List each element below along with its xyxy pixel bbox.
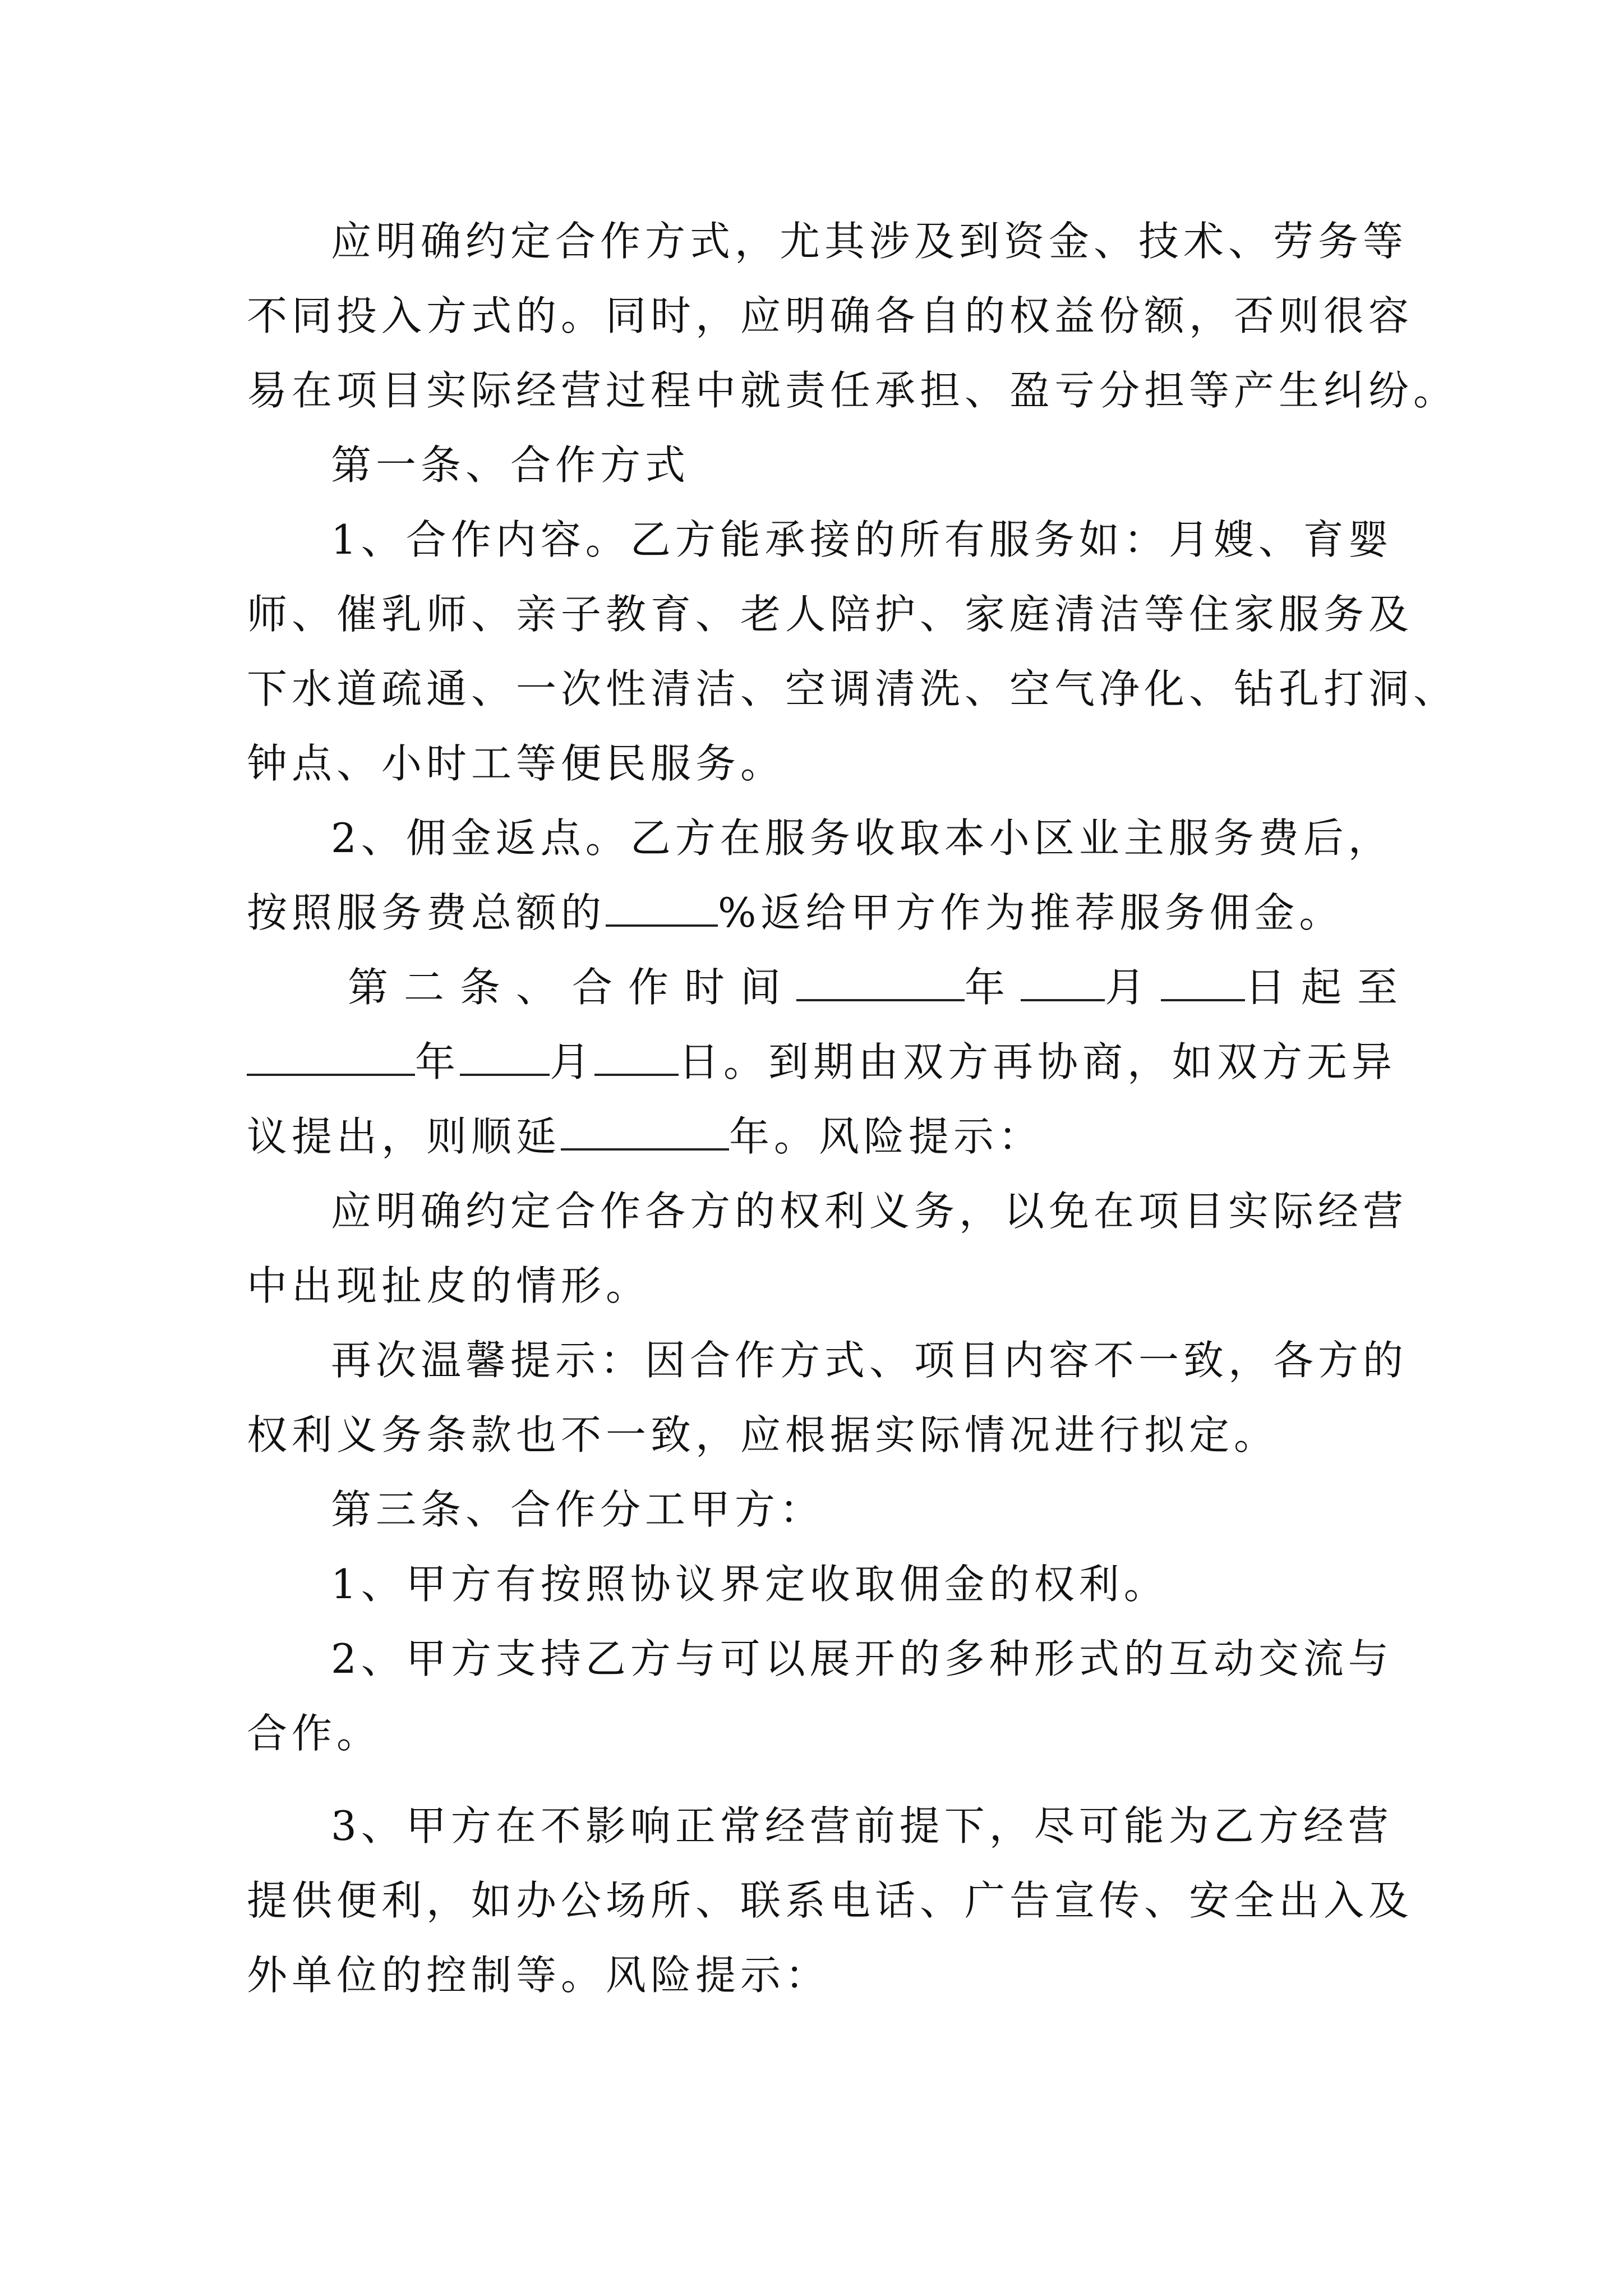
- text-run: 日起至: [1245, 964, 1414, 1011]
- section-heading: [348, 956, 1537, 1018]
- text-run: 第三条、合作分工甲方：: [331, 1486, 825, 1533]
- text-run: 年: [965, 964, 1021, 1011]
- paragraph-line: [331, 210, 1520, 272]
- paragraph-line: [247, 1106, 1436, 1167]
- section-heading: [331, 1479, 1520, 1540]
- blank-underline: [606, 891, 718, 927]
- paragraph-line: [247, 733, 1436, 794]
- text-run: 下水道疏通、一次性清洁、空调清洗、空气净化、钻孔打洞、: [247, 665, 1459, 712]
- text-run: 第二条、合作时间: [348, 964, 797, 1011]
- text-run: 再次温馨提示：因合作方式、项目内容不一致，各方的: [331, 1337, 1408, 1384]
- text-run: 易在项目实际经营过程中就责任承担、盈亏分担等产生纠纷。: [247, 367, 1459, 414]
- paragraph-line: [247, 1404, 1436, 1466]
- text-run: 月: [550, 1038, 595, 1085]
- paragraph-line: [331, 1628, 1520, 1690]
- paragraph-line: [331, 1553, 1520, 1615]
- blank-underline: [561, 1115, 729, 1151]
- paragraph-line: [331, 1180, 1520, 1242]
- text-run: 年: [415, 1038, 460, 1085]
- text-run: 按照服务费总额的: [247, 889, 606, 936]
- paragraph-line: [247, 882, 1436, 944]
- text-run: 外单位的控制等。风险提示：: [247, 1952, 831, 1999]
- text-run: 提供便利，如办公场所、联系电话、广告宣传、安全出入及: [247, 1877, 1414, 1924]
- text-run: 不同投入方式的。同时，应明确各自的权益份额，否则很容: [247, 292, 1414, 339]
- paragraph-line: [247, 1703, 1436, 1764]
- text-run: 钟点、小时工等便民服务。: [247, 740, 786, 787]
- text-run: 应明确约定合作各方的权利义务，以免在项目实际经营: [331, 1188, 1408, 1235]
- paragraph-line: [247, 1255, 1436, 1317]
- blank-underline: [460, 1040, 550, 1076]
- blank-underline: [1161, 965, 1245, 1001]
- paragraph-line: [247, 1870, 1436, 1931]
- blank-underline: [796, 965, 965, 1001]
- text-run: 日。到期由双方再协商，如双方无异: [679, 1038, 1397, 1085]
- text-run: 月: [1105, 964, 1161, 1011]
- paragraph-line: [247, 583, 1436, 645]
- text-run: 年。风险提示：: [729, 1113, 1044, 1160]
- paragraph-line: [331, 1329, 1520, 1391]
- paragraph-line: [247, 360, 1459, 421]
- text-run: 应明确约定合作方式，尤其涉及到资金、技术、劳务等: [331, 218, 1408, 265]
- text-run: %返给甲方作为推荐服务佣金。: [718, 889, 1344, 936]
- section-heading: [331, 434, 1520, 496]
- paragraph-line: [247, 1031, 1436, 1093]
- paragraph-line: [331, 807, 1520, 869]
- paragraph-line: [331, 509, 1520, 570]
- text-run: 议提出，则顺延: [247, 1113, 561, 1160]
- paragraph-line: [247, 1944, 1436, 2006]
- paragraph-line: [331, 1795, 1520, 1857]
- text-run: 合作。: [247, 1710, 382, 1757]
- paragraph-line: [247, 285, 1436, 347]
- text-run: 权利义务条款也不一致，应根据实际情况进行拟定。: [247, 1411, 1279, 1458]
- paragraph-line: [247, 658, 1459, 720]
- text-run: 1、合作内容。乙方能承接的所有服务如：月嫂、育婴: [331, 516, 1393, 563]
- text-run: 师、催乳师、亲子教育、老人陪护、家庭清洁等住家服务及: [247, 591, 1414, 638]
- text-run: 中出现扯皮的情形。: [247, 1262, 651, 1309]
- blank-underline: [1021, 965, 1105, 1001]
- blank-underline: [247, 1040, 415, 1076]
- text-run: 1、甲方有按照协议界定收取佣金的权利。: [331, 1561, 1169, 1608]
- text-run: 2、佣金返点。乙方在服务收取本小区业主服务费后，: [331, 815, 1393, 862]
- text-run: 3、甲方在不影响正常经营前提下，尽可能为乙方经营: [331, 1802, 1393, 1849]
- text-run: 第一条、合作方式: [331, 441, 690, 489]
- text-run: 2、甲方支持乙方与可以展开的多种形式的互动交流与: [331, 1635, 1393, 1682]
- blank-underline: [594, 1040, 679, 1076]
